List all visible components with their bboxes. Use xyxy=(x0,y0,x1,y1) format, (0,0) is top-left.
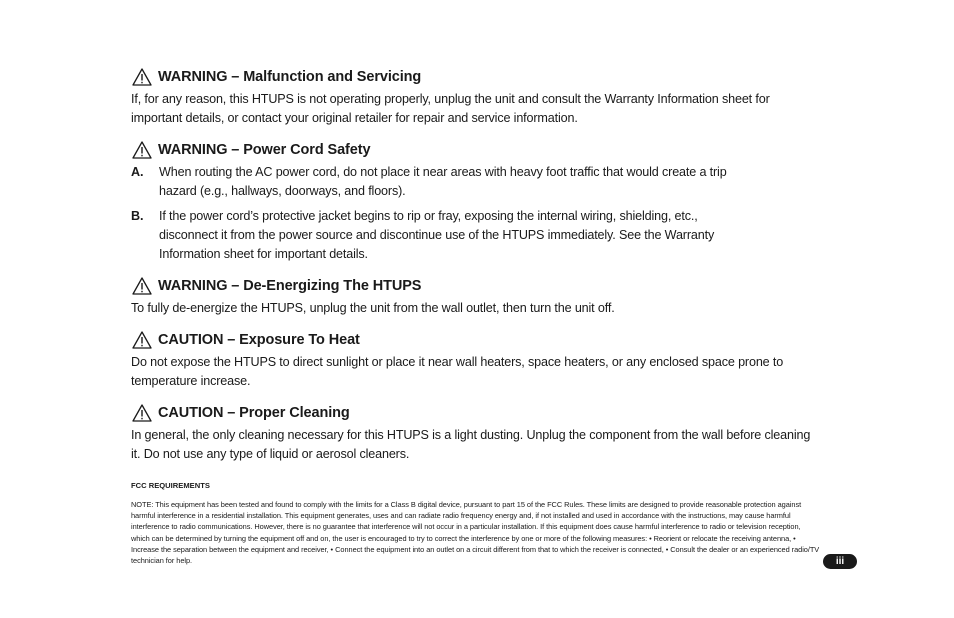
warning-triangle-icon xyxy=(132,331,152,349)
section-heading xyxy=(131,329,821,351)
list-item xyxy=(131,163,821,201)
section-de-energizing xyxy=(131,275,821,318)
warning-triangle-icon xyxy=(132,277,152,295)
section-heading-text: WARNING – Malfunction and Servicing xyxy=(158,69,422,85)
section-body: Do not expose the HTUPS to direct sunlight or place it near wall heaters, space heaters, or any enclosed space prone to temperature increase. xyxy=(131,355,784,388)
list-item xyxy=(131,207,821,264)
list-item-text: When routing the AC power cord, do not place it near areas with heavy foot traffic that would create a trip hazard (e.g., hallways, doorways, and floors). xyxy=(159,165,727,198)
list-item-letter: A. xyxy=(131,165,144,179)
section-body: If, for any reason, this HTUPS is not operating properly, unplug the unit and consult the Warranty Information sheet for important details, or contact your original retailer for repair and service information. xyxy=(131,92,770,125)
list-item-text: If the power cord’s protective jacket begins to rip or fray, exposing the internal wiring, shielding, etc., disconnect it from the power source and discontinue use of the HTUPS immediately. See the Warranty Information sheet for important details. xyxy=(159,209,715,261)
section-heading-text: CAUTION – Proper Cleaning xyxy=(158,405,350,421)
section-body: In general, the only cleaning necessary for this HTUPS is a light dusting. Unplug the component from the wall before cleaning it. Do not use any type of liquid or aerosol cleaners. xyxy=(131,428,811,461)
section-proper-cleaning xyxy=(131,402,821,464)
section-heading xyxy=(131,275,821,297)
document-page xyxy=(131,66,821,566)
section-power-cord-safety xyxy=(131,139,821,264)
section-malfunction-servicing xyxy=(131,66,821,128)
section-heading xyxy=(131,402,821,424)
list-item-letter: B. xyxy=(131,209,144,223)
warning-triangle-icon xyxy=(132,141,152,159)
section-heading-text: WARNING – De-Energizing The HTUPS xyxy=(158,278,422,294)
section-body: To fully de-energize the HTUPS, unplug the unit from the wall outlet, then turn the unit off. xyxy=(131,301,615,315)
section-heading xyxy=(131,66,821,88)
section-heading-text: WARNING – Power Cord Safety xyxy=(158,142,371,158)
warning-triangle-icon xyxy=(132,68,152,86)
section-heading-text: CAUTION – Exposure To Heat xyxy=(158,332,360,348)
section-heading xyxy=(131,139,821,161)
section-exposure-heat xyxy=(131,329,821,391)
fcc-text: NOTE: This equipment has been tested and found to comply with the limits for a Class B digital device, pursuant to part 15 of the FCC Rules. These limits are designed to provide reasonable protection against harmful interference in a residential installation. This equipment generates, uses and can radiate radio frequency energy and, if not installed and used in accordance with the instructions, may cause harmful interference to radio communications. However, there is no guarantee that interference will not occur in a particular installation. If this equipment does cause harmful interference to radio or television reception, which can be determined by turning the equipment off and on, the user is encouraged to try to correct the interference by one or more of the following measures: • Reorient or relocate the receiving antenna, • Increase the separation between the equipment and receiver, • Connect the equipment into an outlet on a circuit different from that to which the receiver is connected, • Consult the dealer or an experienced radio/TV technician for help. xyxy=(131,500,820,566)
page-number-badge: iii xyxy=(823,554,857,569)
warning-triangle-icon xyxy=(132,404,152,422)
fcc-heading: FCC REQUIREMENTS xyxy=(131,481,210,490)
